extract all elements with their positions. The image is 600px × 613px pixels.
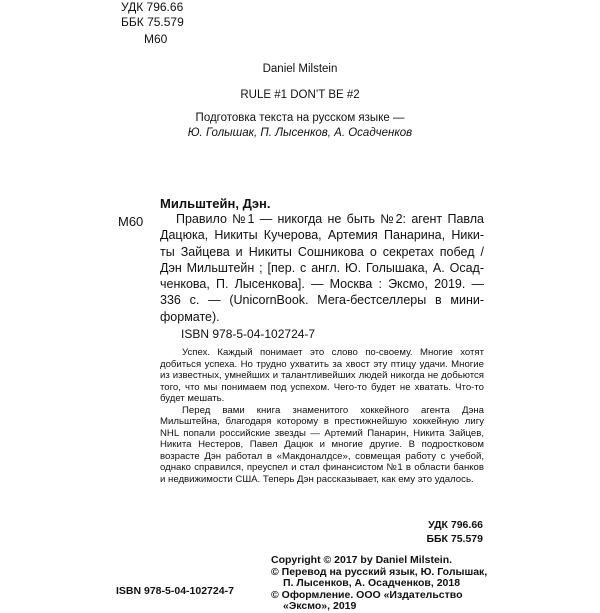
biblio-line: 336 с. — (UnicornBook. Мега-бестселлеры в мини-	[160, 293, 484, 308]
biblio-line: ты Зайцева и Никиты Сошникова о секретах побед /	[160, 244, 484, 259]
annotation-paragraph-2: Перед вами книга знаменитого хоккейного агента Дэна Мильштейна, благодаря которому в престижнейшую хоккейную лигу NHL попали российские звезды — Артемий Панарин, Никита Зайцев, Никита Нестеров, Павел Дацюк и многие другие. В подростковом возрасте Дэн работал в «Макдоналдсе», совмещая работу с учебой, однако справился, преуспел и стал финансистом №1 в области банков и недвижимости США. Теперь Дэн рассказывает, как ему это удалось.	[160, 404, 484, 485]
title-english: RULE #1 DON’T BE #2	[240, 89, 360, 101]
biblio-line: Правило №1 — никогда не быть №2: агент Павла	[176, 212, 484, 226]
bbk-code-top: ББК 75.579	[121, 15, 184, 29]
annotation	[160, 347, 484, 485]
biblio-line: Дацюка, Никиты Кучерова, Артемия Панарина, Ники-	[160, 228, 484, 243]
udk-code-top: УДК 796.66	[121, 0, 184, 14]
copyright-line: «Эксмо», 2019	[283, 600, 357, 613]
bbk-code-footer: ББК 75.579	[426, 533, 483, 545]
author-code-mid: М60	[118, 214, 144, 229]
biblio-line: Дэн Мильштейн ; [пер. с англ. Ю. Голышака, А. Осад-	[160, 260, 484, 275]
annotation-paragraph-1: Успех. Каждый понимает это слово по-своему. Многие хотят добиться успеха. Но трудно ухватить за хвост эту птицу удачи. Многие из известных, умнейших и талантливейших людей никогда не добьются того, что мы понимаем под успехом. Чего-то будет не хватать. Что-то будет мешать.	[160, 347, 484, 404]
copyright-line: Copyright © 2017 by Daniel Milstein.	[271, 554, 453, 566]
copyright-line: © Перевод на русский язык, Ю. Голышак,	[271, 565, 488, 578]
author-code-top: М60	[144, 32, 168, 46]
udk-code-footer: УДК 796.66	[428, 519, 483, 531]
translators-names: Ю. Голышак, П. Лысенков, А. Осадченков	[187, 127, 413, 139]
author-name-english: Daniel Milstein	[262, 63, 338, 75]
bibliographic-description	[160, 211, 484, 325]
copyright-block	[271, 555, 491, 613]
copyright-line: © Оформление. ООО «Издательство	[271, 588, 463, 601]
biblio-line: формате).	[160, 309, 220, 324]
biblio-line: ченкова, П. Лысенкова]. — Москва : Эксмо, 2019. —	[160, 277, 484, 292]
isbn-mid: ISBN 978-5-04-102724-7	[181, 327, 316, 341]
translation-prep-line: Подготовка текста на русском языке —	[195, 112, 405, 124]
bibliographic-heading: Мильштейн, Дэн.	[160, 196, 271, 211]
copyright-line: П. Лысенков, А. Осадченков, 2018	[283, 577, 461, 590]
isbn-bottom: ISBN 978-5-04-102724-7	[116, 585, 234, 597]
